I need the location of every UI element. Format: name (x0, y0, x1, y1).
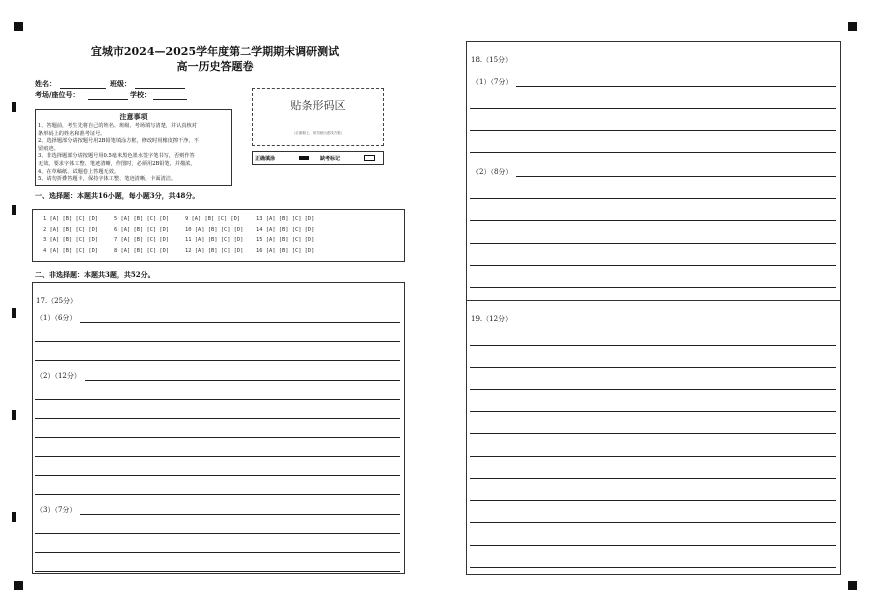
answer-line[interactable] (470, 389, 836, 390)
answer-line[interactable] (85, 380, 400, 381)
notes-line: 留痕迹。 (38, 145, 59, 152)
q19-title: 19.（12分） (471, 315, 513, 323)
name-field[interactable] (60, 88, 106, 89)
answer-line[interactable] (35, 437, 400, 438)
seat-label: 考场/座位号： (35, 90, 80, 99)
answer-line[interactable] (516, 176, 836, 177)
notes-box (35, 109, 232, 186)
section2-heading: 二、非选择题：本题共3题，共52分。 (35, 270, 155, 279)
registration-mark-bottom-right (848, 581, 857, 590)
fill-example-box (252, 151, 384, 165)
answer-line[interactable] (470, 433, 836, 434)
notes-line: 无效。要求字体工整、笔迹清晰，作图时，必须用2B铅笔，并描浓。 (38, 160, 196, 167)
answer-line[interactable] (470, 478, 836, 479)
barcode-title: 贴条形码区 (290, 99, 346, 112)
class-field[interactable] (135, 88, 185, 89)
school-field[interactable] (153, 99, 187, 100)
answer-line[interactable] (35, 341, 400, 342)
choice-item-12[interactable]: 12 [A] [B] [C] [D] (185, 247, 244, 254)
choice-grid (32, 209, 405, 262)
q17-part1: （1）（6分） (36, 314, 77, 322)
answer-line[interactable] (470, 152, 836, 153)
choice-item-13[interactable]: 13 [A] [B] [C] [D] (256, 216, 315, 222)
seat-field[interactable] (88, 99, 128, 100)
timing-mark (12, 205, 16, 215)
q18-title: 18.（15分） (471, 56, 513, 64)
choice-item-3[interactable]: 3 [A] [B] [C] [D] (43, 237, 99, 243)
q18-box (466, 41, 841, 301)
barcode-hint: （正面朝上，切勿贴出虚线方框） (291, 131, 345, 135)
answer-line[interactable] (35, 571, 400, 572)
answer-line[interactable] (80, 514, 400, 515)
q17-part3: （3）（7分） (36, 506, 77, 514)
answer-line[interactable] (470, 287, 836, 288)
missing-mark-checkbox[interactable] (364, 155, 375, 161)
missing-mark-label: 缺考标记 (320, 156, 341, 162)
q17-part2: （2）（12分） (36, 372, 81, 380)
choice-item-10[interactable]: 10 [A] [B] [C] [D] (185, 226, 244, 233)
choice-item-1[interactable]: 1 [A] [B] [C] [D] (43, 216, 99, 222)
answer-line[interactable] (35, 418, 400, 419)
answer-line[interactable] (35, 494, 400, 495)
registration-mark-bottom-left (14, 581, 23, 590)
choice-item-16[interactable]: 16 [A] [B] [C] [D] (256, 247, 315, 254)
answer-line[interactable] (470, 220, 836, 221)
answer-line[interactable] (35, 399, 400, 400)
fill-example-label: 正确填涂 (255, 156, 276, 162)
name-label: 姓名： (35, 79, 56, 88)
q18-part1: （1）（7分） (472, 78, 513, 86)
exam-title: 宜城市2024—2025学年度第二学期期末调研测试 (90, 45, 340, 58)
school-label: 学校： (130, 90, 151, 99)
answer-line[interactable] (35, 360, 400, 361)
notes-list (36, 122, 231, 184)
timing-mark (12, 102, 16, 112)
choice-item-6[interactable]: 6 [A] [B] [C] [D] (114, 226, 170, 233)
answer-line[interactable] (470, 567, 836, 568)
answer-line[interactable] (35, 456, 400, 457)
answer-line[interactable] (470, 265, 836, 266)
choice-item-2[interactable]: 2 [A] [B] [C] [D] (43, 226, 99, 233)
choice-item-15[interactable]: 15 [A] [B] [C] [D] (256, 237, 315, 243)
barcode-area (252, 88, 384, 146)
answer-line[interactable] (470, 411, 836, 412)
answer-line[interactable] (470, 345, 836, 346)
q18-part2: （2）（8分） (472, 168, 513, 176)
choice-item-9[interactable]: 9 [A] [B] [C] [D] (185, 216, 241, 222)
answer-line[interactable] (470, 130, 836, 131)
answer-line[interactable] (470, 500, 836, 501)
notes-line: 2、选择题部分请按题号用2B铅笔填涂方框，修改时用橡皮擦干净，不 (38, 138, 199, 145)
choice-item-14[interactable]: 14 [A] [B] [C] [D] (256, 226, 315, 233)
answer-line[interactable] (470, 456, 836, 457)
answer-line[interactable] (80, 322, 400, 323)
answer-line[interactable] (470, 367, 836, 368)
choice-item-4[interactable]: 4 [A] [B] [C] [D] (43, 247, 99, 254)
answer-line[interactable] (470, 545, 836, 546)
choice-item-11[interactable]: 11 [A] [B] [C] [D] (185, 237, 244, 243)
q17-box (32, 282, 405, 574)
answer-line[interactable] (35, 533, 400, 534)
q19-box (466, 300, 841, 575)
timing-mark (12, 410, 16, 420)
notes-line: 5、请勿折叠答题卡，保持字体工整、笔迹清晰，卡面清洁。 (38, 176, 177, 183)
answer-line[interactable] (470, 198, 836, 199)
notes-title: 注意事项 (119, 112, 148, 121)
section1-heading: 一、选择题：本题共16小题，每小题3分，共48分。 (35, 191, 200, 200)
exam-subtitle: 高一历史答题卷 (176, 60, 254, 73)
answer-line[interactable] (35, 552, 400, 553)
notes-line: 3、非选择题部分请按题号用0.5毫米黑色墨水签字笔书写，否则作答 (38, 153, 195, 160)
class-label: 班级： (110, 79, 131, 88)
answer-line[interactable] (35, 475, 400, 476)
choice-item-7[interactable]: 7 [A] [B] [C] [D] (114, 237, 170, 243)
choice-item-8[interactable]: 8 [A] [B] [C] [D] (114, 247, 170, 254)
answer-line[interactable] (470, 522, 836, 523)
timing-mark (12, 308, 16, 318)
registration-mark-top-right (848, 22, 857, 31)
registration-mark-top-left (14, 22, 23, 31)
notes-line: 4、在草稿纸、试题卷上答题无效。 (38, 168, 120, 175)
timing-mark (12, 512, 16, 522)
answer-line[interactable] (470, 108, 836, 109)
q17-title: 17.（25分） (36, 297, 78, 305)
answer-line[interactable] (470, 243, 836, 244)
choice-item-5[interactable]: 5 [A] [B] [C] [D] (114, 216, 170, 222)
notes-line: 条形码上的姓名和准考证号。 (38, 130, 106, 137)
notes-line: 1、答题前，考生先将自己的姓名、班级、考场填写清楚，并认真核对 (38, 123, 197, 129)
answer-line[interactable] (516, 86, 836, 87)
filled-box-icon (299, 156, 309, 160)
